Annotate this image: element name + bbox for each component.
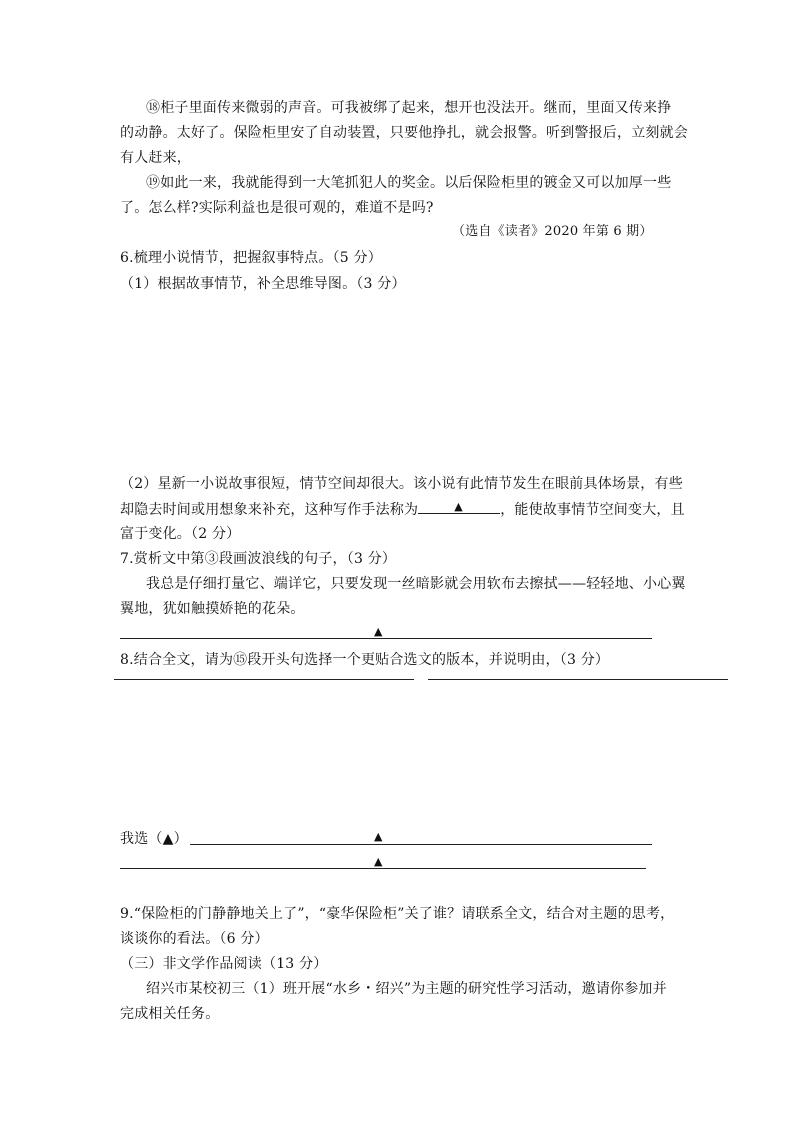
- section-3-intro-line-2: 完成相关任务。: [120, 1006, 220, 1022]
- answer-line-choice[interactable]: [190, 844, 652, 845]
- paragraph-19-line-1: ⑲如此一来，我就能得到一大笔抓犯人的奖金。以后保险柜里的镀金又可以加厚一些: [146, 175, 672, 191]
- paragraph-19-line-2: 了。怎么样?实际利益也是很可观的，难道不是吗?: [120, 200, 434, 216]
- answer-marker: ▲: [374, 625, 383, 638]
- answer-line-q8-right[interactable]: [428, 679, 728, 680]
- question-6-title: 6.梳理小说情节，把握叙事特点。（5 分）: [120, 250, 382, 266]
- answer-marker: ▲: [454, 500, 463, 513]
- section-3-intro-line-1: 绍兴市某校初三（1）班开展“水乡・绍兴”为主题的研究性学习活动，邀请你参加并: [146, 981, 667, 997]
- question-7-quote-line-2: 翼地，犹如触摸娇艳的花朵。: [120, 601, 305, 617]
- section-3-title: （三）非文学作品阅读（13 分）: [120, 956, 328, 972]
- question-6-sub2-line-2: [120, 499, 685, 520]
- source-citation: （选自《读者》2020 年第 6 期）: [452, 224, 653, 239]
- answer-line-q8-left[interactable]: [114, 679, 414, 680]
- question-9-line-2: 谈谈你的看法。（6 分）: [120, 931, 269, 947]
- question-6-sub1: （1）根据故事情节，补全思维导图。（3 分）: [120, 276, 406, 292]
- choice-label: 我选（▲）: [120, 831, 188, 847]
- paragraph-18-line-1: ⑱柜子里面传来微弱的声音。可我被绑了起来，想开也没法开。继而，里面又传来挣: [146, 100, 672, 116]
- paragraph-18-line-2: 的动静。太好了。保险柜里安了自动装置，只要他挣扎，就会报警。听到警报后，立刻就会: [120, 125, 688, 141]
- paragraph-18-line-3: 有人赶来，: [120, 150, 191, 166]
- answer-line-q7[interactable]: [120, 638, 652, 639]
- question-7-title: 7.赏析文中第③段画波浪线的句子，（3 分）: [120, 551, 397, 567]
- question-6-sub2-line-3: 富于变化。（2 分）: [120, 526, 241, 542]
- answer-blank[interactable]: [418, 499, 500, 514]
- answer-marker: ▲: [374, 830, 383, 843]
- question-7-quote-line-1: 我总是仔细打量它、端详它，只要发现一丝暗影就会用软布去擦拭——轻轻地、小心翼: [146, 576, 686, 592]
- answer-line-reason[interactable]: [120, 868, 646, 869]
- question-6-sub2-text-before: 却隐去时间或用想象来补充，这种写作手法称为: [120, 502, 419, 518]
- answer-marker: ▲: [374, 855, 383, 868]
- question-6-sub2-line-1: （2）星新一小说故事很短，情节空间却很大。该小说有此情节发生在眼前具体场景，有些: [120, 476, 683, 492]
- question-6-sub2-text-after: ，能使故事情节空间变大，且: [500, 502, 685, 518]
- question-9-line-1: 9.“保险柜的门静静地关上了”，“豪华保险柜”关了谁？请联系全文，结合对主题的思考，: [120, 906, 675, 922]
- question-8-title: 8.结合全文，请为⑮段开头句选择一个更贴合选文的版本，并说明由，（3 分）: [120, 652, 610, 668]
